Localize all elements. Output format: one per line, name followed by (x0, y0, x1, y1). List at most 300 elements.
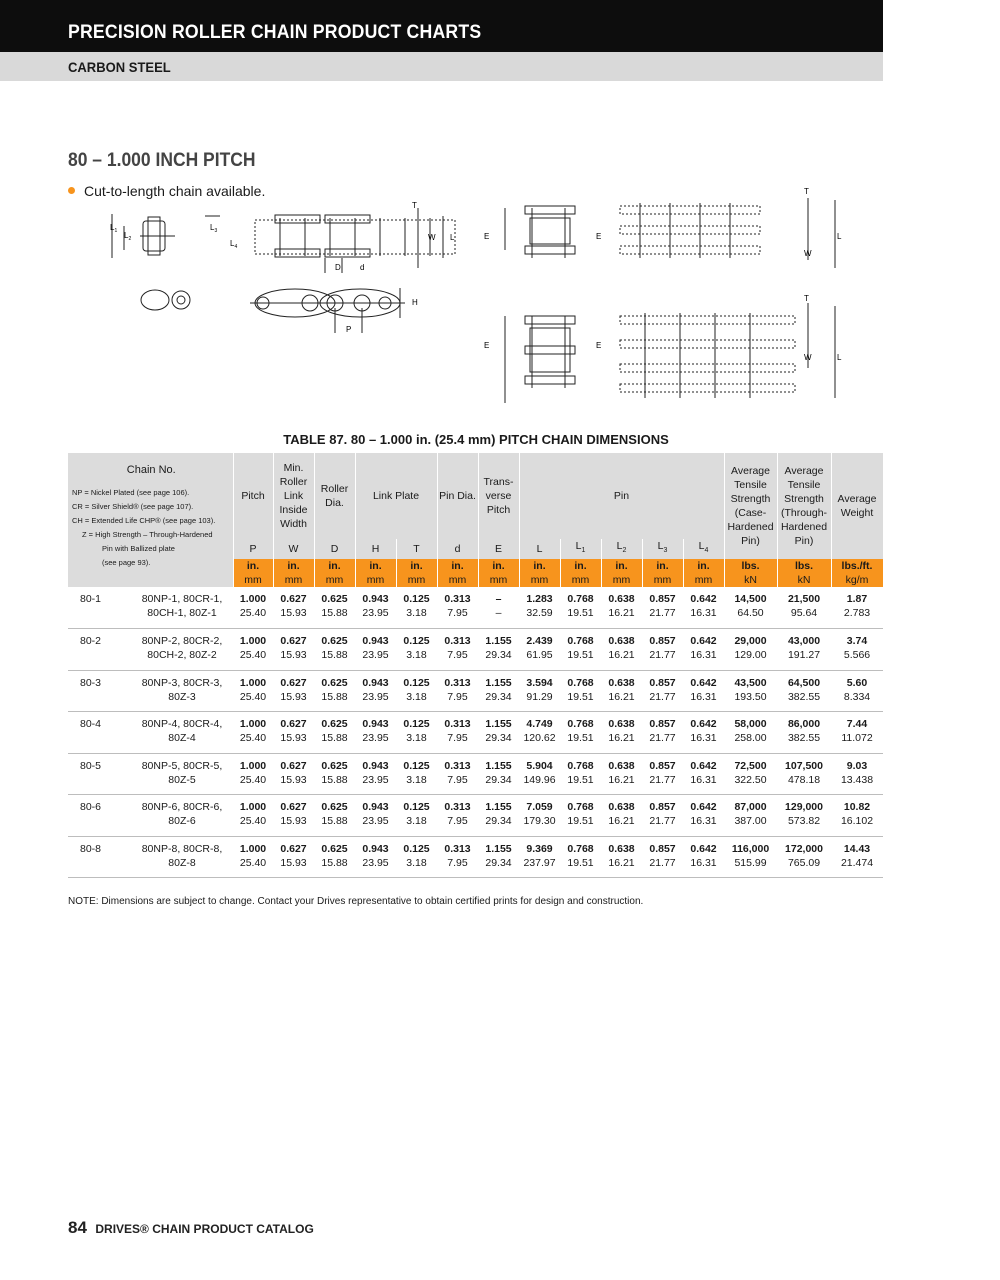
value-cell (683, 836, 724, 878)
page-number: 84 (68, 1218, 87, 1237)
label-l3: $L_3$ (210, 223, 218, 234)
value-cell (233, 712, 273, 754)
value-metric: 3.18 (406, 607, 427, 619)
value-imperial: 0.642 (690, 842, 717, 855)
value-imperial: 0.627 (280, 676, 307, 689)
value-metric: 25.40 (239, 649, 267, 661)
unit-imperial: in. (492, 560, 505, 572)
value-imperial: 3.74 (846, 635, 868, 647)
chain-id: 80-2 (80, 635, 102, 647)
value-cell (724, 753, 777, 795)
col-header-roller-dia: Roller Dia. (314, 453, 355, 539)
value-metric: 15.88 (321, 732, 348, 744)
chain-variant: 80Z-5 (168, 773, 196, 786)
value-cell (355, 753, 396, 795)
chain-variant: 80Z-8 (168, 856, 196, 869)
unit-cell (478, 559, 519, 587)
value-cell (642, 670, 683, 712)
value-imperial: 0.857 (649, 718, 676, 730)
value-imperial: 1.155 (485, 759, 512, 772)
value-metric: 29.34 (485, 815, 512, 827)
legend-line: (see page 93). (102, 558, 151, 567)
value-metric: 120.62 (523, 732, 556, 744)
unit-metric: kg/m (845, 574, 869, 586)
value-imperial: 1.155 (485, 635, 512, 647)
chain-id-cell (68, 629, 233, 671)
value-cell (233, 670, 273, 712)
unit-cell (273, 559, 314, 587)
value-metric: 7.95 (447, 607, 468, 619)
value-cell (478, 629, 519, 671)
value-imperial: 0.125 (403, 676, 430, 689)
value-imperial: 1.000 (239, 759, 267, 772)
value-metric: 21.77 (649, 732, 676, 744)
value-imperial: 1.000 (239, 801, 267, 813)
col-header-pin: Pin (519, 453, 724, 539)
value-imperial: 0.857 (649, 676, 676, 689)
value-cell (273, 712, 314, 754)
value-metric: 3.18 (406, 732, 427, 744)
value-metric: 29.34 (485, 773, 512, 786)
value-metric: 7.95 (447, 856, 468, 869)
value-metric: 19.51 (567, 856, 594, 869)
table-title: TABLE 87. 80 – 1.000 in. (25.4 mm) PITCH CHAIN DIMENSIONS (283, 432, 669, 447)
unit-metric: mm (407, 574, 426, 586)
value-metric: 478.18 (787, 773, 821, 786)
value-metric: 13.438 (840, 773, 874, 786)
value-imperial: 1.155 (485, 842, 512, 855)
unit-metric: mm (571, 574, 590, 586)
value-cell (396, 629, 437, 671)
table-row (68, 795, 883, 837)
value-imperial: 0.638 (608, 676, 635, 689)
value-imperial: 2.439 (526, 635, 553, 647)
value-metric: 258.00 (734, 732, 767, 744)
value-cell (777, 836, 831, 878)
table-row (68, 712, 883, 754)
symbol-cell: $L_4$ (683, 539, 724, 559)
value-metric: 15.93 (280, 607, 307, 619)
label-p: P (346, 325, 352, 334)
legend-line: Pin with Ballized plate (102, 544, 175, 553)
value-cell (683, 795, 724, 837)
unit-imperial: in. (656, 560, 669, 572)
value-imperial: 1.000 (239, 842, 267, 855)
value-cell (831, 587, 883, 629)
value-metric: 61.95 (526, 649, 553, 661)
unit-metric: mm (653, 574, 672, 586)
chain-id: 80-5 (80, 759, 102, 772)
value-cell (777, 753, 831, 795)
value-cell (478, 753, 519, 795)
value-metric: 16.21 (608, 815, 635, 827)
page-header (0, 0, 883, 52)
chain-variant: 80CH-2, 80Z-2 (147, 649, 217, 661)
value-imperial: 0.625 (321, 718, 348, 730)
plate-side-view (141, 288, 405, 333)
unit-metric: mm (325, 574, 344, 586)
value-metric: 21.77 (649, 690, 676, 703)
chain-variant: 80NP-6, 80CR-6, (141, 801, 223, 813)
value-imperial: 7.059 (526, 801, 553, 813)
value-cell (642, 712, 683, 754)
value-metric: 16.21 (608, 690, 635, 703)
unit-metric: mm (612, 574, 631, 586)
symbol-cell: P (233, 539, 273, 559)
value-imperial: 1.155 (485, 801, 512, 813)
value-cell (314, 795, 355, 837)
value-cell (233, 587, 273, 629)
value-imperial: 0.125 (403, 593, 430, 605)
legend-line: CR = Silver Shield® (see page 107). (72, 502, 194, 511)
value-cell (437, 712, 478, 754)
table-header-row (68, 453, 883, 539)
value-imperial: 0.625 (321, 635, 348, 647)
value-cell (831, 753, 883, 795)
value-metric: 515.99 (734, 856, 767, 869)
symbol-cell: W (273, 539, 314, 559)
value-cell (519, 712, 560, 754)
value-imperial: 0.857 (649, 842, 676, 855)
value-imperial: 43,000 (787, 635, 821, 647)
value-imperial: 0.313 (444, 635, 471, 647)
table-body (68, 453, 883, 878)
unit-imperial: in. (533, 560, 546, 572)
unit-cell (601, 559, 642, 587)
unit-imperial: in. (246, 560, 260, 572)
value-metric: 25.40 (239, 815, 267, 827)
value-cell (724, 795, 777, 837)
value-imperial: 0.642 (690, 593, 717, 605)
value-cell (355, 712, 396, 754)
value-cell (683, 670, 724, 712)
value-imperial: 0.625 (321, 759, 348, 772)
chain-id: 80-4 (80, 718, 102, 730)
value-metric: 21.77 (649, 815, 676, 827)
value-cell (831, 670, 883, 712)
chain-no-header: Chain No. (126, 464, 176, 476)
value-metric: 7.95 (447, 815, 468, 827)
unit-cell (724, 559, 777, 587)
value-cell (777, 712, 831, 754)
value-cell (273, 587, 314, 629)
value-imperial: 0.638 (608, 718, 635, 730)
symbol-cell: $L_1$ (560, 539, 601, 559)
value-metric: 21.77 (649, 649, 676, 661)
value-metric: 765.09 (787, 856, 821, 869)
value-imperial: 1.155 (485, 676, 512, 689)
unit-cell (314, 559, 355, 587)
value-metric: 16.31 (690, 607, 717, 619)
unit-cell (642, 559, 683, 587)
value-cell (437, 670, 478, 712)
unit-metric: kN (744, 574, 757, 586)
value-cell (437, 836, 478, 878)
table-note: NOTE: Dimensions are subject to change. Contact your Drives representative to obtain certified prints for design and construction. (68, 896, 644, 907)
value-cell (355, 670, 396, 712)
value-cell (273, 753, 314, 795)
value-metric: 23.95 (362, 690, 389, 703)
value-metric: 21.77 (649, 773, 676, 786)
triple-strand-drawing (505, 303, 835, 403)
symbol-cell: d (437, 539, 478, 559)
value-imperial: 1.283 (526, 593, 553, 605)
value-cell (519, 836, 560, 878)
value-metric: 16.31 (690, 773, 717, 786)
value-cell (273, 670, 314, 712)
unit-imperial: in. (287, 560, 300, 572)
catalog-name: DRIVES® CHAIN PRODUCT CATALOG (95, 1222, 314, 1236)
value-imperial: 9.369 (526, 842, 553, 855)
label-t-3: T (804, 294, 809, 303)
value-metric: 25.40 (239, 690, 267, 703)
chain-variant: 80Z-4 (168, 732, 196, 744)
value-cell (601, 670, 642, 712)
chain-id: 80-1 (80, 593, 102, 605)
value-imperial: 58,000 (734, 718, 767, 730)
value-cell (601, 712, 642, 754)
value-imperial: 0.125 (403, 842, 430, 855)
value-imperial: 0.857 (649, 635, 676, 647)
label-e-double-2: E (596, 232, 602, 241)
value-metric: 15.88 (321, 649, 348, 661)
value-cell (478, 795, 519, 837)
value-cell (396, 712, 437, 754)
label-h: H (412, 298, 418, 307)
value-imperial: 0.627 (280, 842, 307, 855)
value-metric: 8.334 (843, 690, 871, 703)
value-metric: 193.50 (734, 690, 767, 703)
chain-id-cell (68, 587, 233, 629)
value-imperial: 1.000 (239, 718, 267, 730)
value-metric: 16.21 (608, 773, 635, 786)
legend-line: CH = Extended Life CHP® (see page 103). (72, 516, 216, 525)
value-imperial: 0.943 (362, 801, 389, 813)
unit-imperial: lbs./ft. (841, 560, 873, 572)
value-metric: 16.31 (690, 649, 717, 661)
double-strand-drawing (505, 198, 835, 268)
value-cell (560, 753, 601, 795)
symbol-cell: E (478, 539, 519, 559)
value-metric: 25.40 (239, 732, 267, 744)
value-cell (560, 587, 601, 629)
unit-cell (683, 559, 724, 587)
value-imperial: 64,500 (787, 676, 821, 689)
value-imperial: 87,000 (734, 801, 767, 813)
value-metric: 3.18 (406, 690, 427, 703)
value-metric: 19.51 (567, 690, 594, 703)
value-imperial: 0.857 (649, 593, 676, 605)
value-cell (314, 712, 355, 754)
col-header-pitch: Pitch (233, 453, 273, 539)
value-cell (601, 587, 642, 629)
value-cell (273, 629, 314, 671)
value-imperial: 1.000 (239, 593, 267, 605)
value-imperial: 5.904 (526, 759, 553, 772)
value-metric: 21.77 (649, 607, 676, 619)
value-metric: 387.00 (734, 815, 767, 827)
chain-id-cell (68, 670, 233, 712)
value-cell (519, 795, 560, 837)
value-metric: 15.93 (280, 856, 307, 869)
value-imperial: 0.943 (362, 676, 389, 689)
value-metric: 64.50 (737, 607, 764, 619)
value-metric: 29.34 (485, 649, 512, 661)
value-imperial: 72,500 (734, 759, 767, 772)
value-imperial: 0.943 (362, 593, 389, 605)
chain-variant: 80CH-1, 80Z-1 (147, 607, 217, 619)
value-cell (233, 836, 273, 878)
symbol-cell: T (396, 539, 437, 559)
value-metric: – (495, 607, 502, 619)
unit-imperial: in. (697, 560, 710, 572)
value-cell (478, 670, 519, 712)
value-imperial: 21,500 (787, 593, 821, 605)
value-metric: 7.95 (447, 773, 468, 786)
value-imperial: 0.313 (444, 842, 471, 855)
value-metric: 7.95 (447, 732, 468, 744)
value-imperial: 0.625 (321, 842, 348, 855)
value-cell (437, 753, 478, 795)
unit-imperial: in. (451, 560, 464, 572)
value-metric: 15.88 (321, 856, 348, 869)
symbol-cell: $L_2$ (601, 539, 642, 559)
value-metric: 23.95 (362, 815, 389, 827)
value-metric: 16.31 (690, 815, 717, 827)
unit-imperial: in. (410, 560, 423, 572)
label-e-triple: E (484, 341, 490, 350)
label-roller-d: D (335, 263, 341, 272)
value-imperial: 1.155 (485, 718, 512, 730)
unit-cell (233, 559, 273, 587)
unit-cell (519, 559, 560, 587)
value-cell (560, 836, 601, 878)
value-metric: 16.21 (608, 732, 635, 744)
value-cell (683, 753, 724, 795)
unit-metric: mm (448, 574, 467, 586)
value-cell (777, 629, 831, 671)
value-cell (355, 629, 396, 671)
single-link-side-drawing (112, 214, 175, 258)
value-imperial: 1.87 (846, 593, 868, 605)
unit-metric: mm (366, 574, 385, 586)
label-w: W (428, 233, 436, 242)
value-cell (683, 712, 724, 754)
value-cell (314, 836, 355, 878)
value-imperial: 43,500 (734, 676, 767, 689)
value-metric: 23.95 (362, 856, 389, 869)
value-imperial: 0.638 (608, 759, 635, 772)
unit-metric: mm (694, 574, 713, 586)
value-cell (724, 712, 777, 754)
bullet-text: Cut-to-length chain available. (84, 183, 266, 199)
value-imperial: 9.03 (846, 759, 868, 772)
page-title: PRECISION ROLLER CHAIN PRODUCT CHARTS (68, 22, 482, 43)
page-subtitle: CARBON STEEL (68, 59, 171, 75)
col-header-pin-dia: Pin Dia. (437, 453, 478, 539)
value-imperial: 29,000 (734, 635, 767, 647)
value-cell (642, 629, 683, 671)
value-metric: 179.30 (523, 815, 556, 827)
chain-id-cell (68, 836, 233, 878)
value-imperial: 0.857 (649, 801, 676, 813)
chain-id: 80-8 (80, 842, 102, 855)
unit-metric: kN (797, 574, 811, 586)
chain-diagrams-svg (100, 188, 860, 410)
chain-variant: 80NP-2, 80CR-2, (141, 635, 223, 647)
value-metric: 15.88 (321, 607, 348, 619)
value-metric: 19.51 (567, 815, 594, 827)
value-metric: 3.18 (406, 649, 427, 661)
bullet-dot-icon (68, 187, 75, 194)
value-metric: 191.27 (787, 649, 821, 661)
legend-line: NP = Nickel Plated (see page 106). (72, 488, 190, 497)
value-imperial: 0.627 (280, 593, 307, 605)
label-w-3: W (804, 353, 812, 362)
value-metric: 19.51 (567, 732, 594, 744)
unit-metric: mm (530, 574, 549, 586)
unit-imperial: in. (328, 560, 341, 572)
label-l-3: L (837, 353, 842, 362)
value-imperial: 0.768 (567, 801, 594, 813)
value-cell (560, 629, 601, 671)
value-metric: 573.82 (787, 815, 821, 827)
value-metric: 7.95 (447, 690, 468, 703)
value-imperial: 1.000 (239, 676, 267, 689)
unit-cell (560, 559, 601, 587)
symbol-cell: H (355, 539, 396, 559)
value-cell (396, 753, 437, 795)
value-metric: 29.34 (485, 732, 512, 744)
label-l2: $L_2$ (124, 231, 132, 242)
value-metric: 21.77 (649, 856, 676, 869)
value-cell (273, 795, 314, 837)
value-metric: 237.97 (523, 856, 556, 869)
value-imperial: 0.125 (403, 635, 430, 647)
value-cell (601, 753, 642, 795)
value-imperial: 0.625 (321, 676, 348, 689)
value-metric: 3.18 (406, 856, 427, 869)
page-footer (68, 1218, 314, 1238)
value-cell (396, 795, 437, 837)
chain-strand-top-view (205, 208, 455, 273)
value-cell (519, 670, 560, 712)
value-metric: 15.88 (321, 815, 348, 827)
value-metric: 15.93 (280, 773, 307, 786)
value-imperial: – (495, 593, 502, 605)
value-metric: 15.93 (280, 732, 307, 744)
label-l4: $L_4$ (230, 239, 238, 250)
value-imperial: 10.82 (843, 801, 871, 813)
table-row (68, 587, 883, 629)
label-w-2: W (804, 249, 812, 258)
chain-variant: 80NP-8, 80CR-8, (141, 842, 223, 855)
value-metric: 382.55 (787, 690, 821, 703)
value-metric: 19.51 (567, 649, 594, 661)
value-imperial: 107,500 (785, 759, 823, 772)
value-imperial: 0.768 (567, 635, 594, 647)
unit-metric: mm (489, 574, 508, 586)
value-imperial: 129,000 (785, 801, 823, 813)
unit-metric: mm (284, 574, 303, 586)
value-imperial: 116,000 (731, 842, 770, 855)
value-imperial: 0.642 (690, 759, 717, 772)
value-metric: 15.93 (280, 649, 307, 661)
value-cell (396, 587, 437, 629)
label-e-triple-2: E (596, 341, 602, 350)
value-cell (724, 670, 777, 712)
value-imperial: 0.768 (567, 593, 594, 605)
